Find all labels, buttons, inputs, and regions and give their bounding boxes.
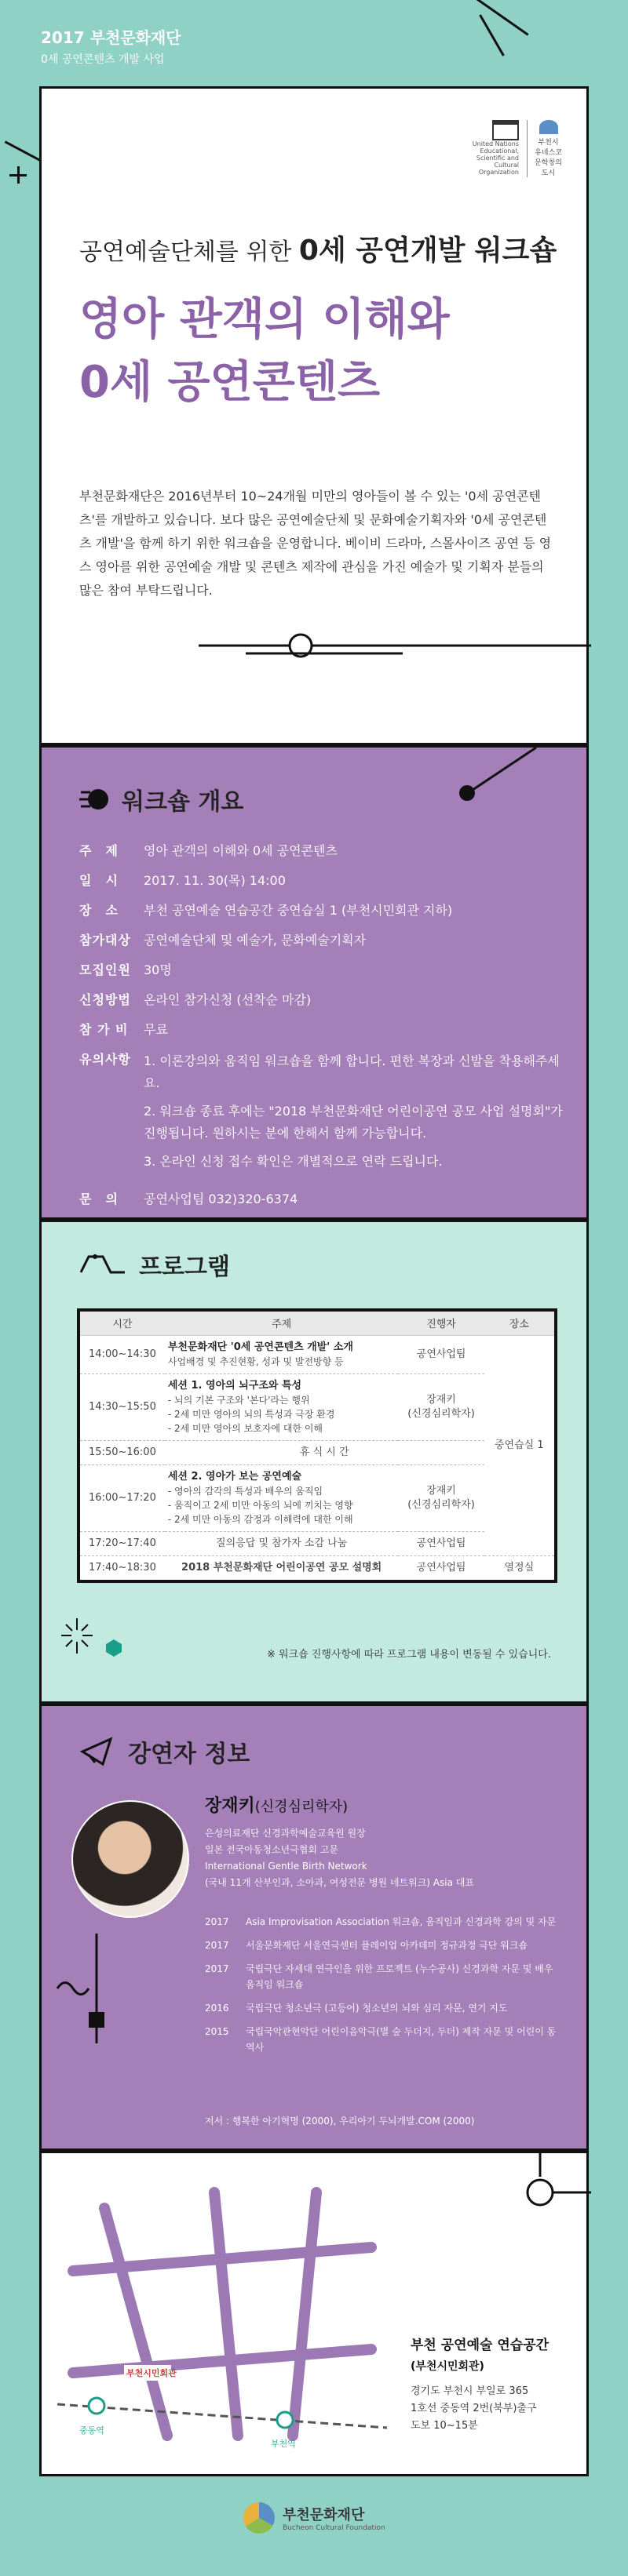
speaker-title: 강연자 정보 — [128, 1741, 250, 1768]
topic-sub: 사업배경 및 추진현황, 성과 및 발전방향 등 — [167, 1355, 344, 1367]
bucheon-city-icon — [539, 120, 558, 134]
overview-key: 신청방법 — [79, 992, 131, 1007]
cell-time: 17:20~17:40 — [78, 1531, 165, 1555]
decor-squiggle — [49, 1934, 112, 2043]
program-note: ※ 워크숍 진행사항에 따라 프로그램 내용이 변동될 수 있습니다. — [266, 1649, 551, 1661]
cell-time: 16:00~17:20 — [78, 1464, 165, 1531]
overview-value: 2017. 11. 30(목) 14:00 — [144, 873, 286, 888]
header-project: 0세 공연콘텐츠 개발 사업 — [41, 53, 165, 66]
decor-stick-dot — [450, 748, 544, 810]
speaker-affiliation: International Gentle Birth Network — [205, 1861, 367, 1872]
overview-row — [79, 901, 566, 920]
overview-panel — [39, 745, 589, 1220]
topic-title: 부천문화재단 '0세 공연콘텐츠 개발' 소개 — [167, 1341, 353, 1353]
decor-line — [479, 14, 505, 56]
cell-lead: 공연사업팀 — [398, 1555, 484, 1581]
cell-break: 휴 식 시 간 — [165, 1440, 484, 1464]
cell-time: 17:40~18:30 — [78, 1555, 165, 1581]
career-year: 2017 — [205, 1916, 229, 1927]
foundation-logo-icon — [243, 2502, 275, 2534]
overview-title: 워크숍 개요 — [122, 788, 244, 816]
overview-row — [79, 931, 566, 950]
overview-row — [79, 961, 566, 980]
speaker-name-text: 장재키 — [205, 1796, 255, 1816]
speaker-affiliations — [205, 1825, 550, 1891]
burst-icon — [57, 1614, 128, 1661]
overview-row — [79, 1021, 566, 1039]
overview-heading — [79, 782, 243, 817]
venue-name: 부천 공연예술 연습공간 — [411, 2338, 550, 2353]
topic-sub: - 영아의 감각의 특성과 배우의 움직임 - 움직이고 2세 미만 아동의 뇌에 끼치는 영향 - 2세 미만 아동의 감정과 이해력에 대한 이해 — [167, 1485, 353, 1525]
cell-topic — [165, 1374, 399, 1440]
overview-key: 참가대상 — [79, 933, 131, 948]
overview-row — [79, 871, 566, 890]
career-text: 서울문화재단 서울연극센터 플레이업 아카데미 정규과정 극단 워크숍 — [246, 1940, 528, 1951]
speed-circle-icon — [79, 784, 109, 814]
decor-line — [476, 0, 528, 36]
cell-lead: 장재키 (신경심리학자) — [398, 1464, 484, 1531]
cell-topic — [165, 1464, 399, 1531]
overview-value: 30명 — [144, 962, 172, 977]
col-header: 주제 — [165, 1310, 399, 1335]
topic-title: 세션 1. 영아의 뇌구조와 특성 — [167, 1379, 302, 1392]
intro-panel — [39, 86, 589, 745]
header-org-title: 2017 부천문화재단 — [41, 28, 181, 47]
career-year: 2017 — [205, 1963, 229, 1974]
cell-topic: 2018 부천문화재단 어린이공연 공모 설명회 — [165, 1555, 399, 1581]
venue-directions: 1호선 중동역 2번(북부)출구 — [411, 2403, 537, 2414]
cell-time: 15:50~16:00 — [78, 1440, 165, 1464]
overview-key: 일 시 — [79, 873, 119, 888]
speaker-affiliation: 일본 전국아동청소년극협회 고문 — [205, 1844, 338, 1855]
overview-row-contact — [79, 1190, 566, 1209]
career-text: Asia Improvisation Association 워크숍, 움직임과 신경과학 강의 및 자문 — [246, 1916, 557, 1927]
overview-note: 3. 온라인 신청 접수 확인은 개별적으로 연락 드립니다. — [144, 1154, 443, 1169]
topic-sub: - 뇌의 기본 구조와 '본다'라는 행위 - 2세 미만 영아의 뇌의 특성과 극장 환경 - 2세 미만 영아의 보호자에 대한 이해 — [167, 1394, 335, 1434]
overview-notes — [144, 1050, 566, 1179]
map-label-station: 중동역 — [79, 2425, 104, 2436]
hero-kicker-bold: 0세 공연개발 워크숍 — [298, 235, 557, 267]
venue-address — [411, 2383, 575, 2435]
overview-value: 영아 관객의 이해와 0세 공연콘텐츠 — [144, 843, 338, 858]
overview-value: 온라인 참가신청 (선착순 마감) — [144, 992, 312, 1007]
program-table-header — [78, 1310, 556, 1335]
col-header: 진행자 — [398, 1310, 484, 1335]
hero-intro-text: 부천문화재단은 2016년부터 10~24개월 미만의 영아들이 볼 수 있는 '0세 공연콘텐츠'를 개발하고 있습니다. 보다 많은 공연예술단체 및 문화예술기획자와 '0세 공연콘텐츠 개발'을 함께 하기 위한 워크숍을 운영합니다. 베이비 드라마, 스몰사이즈 공연 등 영스 영아를 위한 공연예술 개발 및 콘텐츠 제작에 관심을 가진 예술가 및 기획자 분들의 많은 참여 부탁드립니다. — [79, 489, 552, 598]
cell-lead: 공연사업팀 — [398, 1335, 484, 1374]
venue-walk: 도보 10~15분 — [411, 2420, 478, 2432]
overview-contact: 공연사업팀 032)320-6374 — [144, 1192, 298, 1206]
overview-value: 공연예술단체 및 예술가, 문화예술기획자 — [144, 933, 367, 948]
hero-kicker-pre: 공연예술단체를 위한 — [79, 238, 299, 266]
footer-logo — [243, 2502, 385, 2534]
overview-list — [79, 842, 566, 1220]
footer-text — [283, 2504, 385, 2532]
career-row — [205, 1961, 558, 1992]
speaker-works: 저서 : 행복한 아기혁명 (2000), 우리아기 두뇌개발.COM (2000) — [205, 2116, 475, 2127]
table-row — [78, 1335, 556, 1374]
speaker-career — [205, 1914, 558, 2063]
overview-key: 참 가 비 — [79, 1022, 129, 1037]
col-header: 장소 — [484, 1310, 556, 1335]
overview-note: 2. 워크숍 종료 후에는 "2018 부천문화재단 어린이공연 공모 사업 설명회"가 진행됩니다. 원하시는 분에 한해서 함께 가능합니다. — [144, 1104, 563, 1141]
bucheon-unesco-logo — [527, 120, 563, 177]
cell-time: 14:30~15:50 — [78, 1374, 165, 1440]
cell-topic — [165, 1335, 399, 1374]
unesco-logo-text: United Nations Educational, Scientific and Cultural Organization — [472, 140, 519, 176]
program-title: 프로그램 — [139, 1253, 230, 1281]
decor-circle-stick — [489, 2153, 591, 2208]
overview-row — [79, 842, 566, 860]
speaker-panel — [39, 1704, 589, 2151]
footer-org-en: Bucheon Cultural Foundation — [283, 2524, 385, 2532]
map-label-station: 부천역 — [271, 2439, 296, 2449]
cell-topic: 질의응답 및 참가자 소감 나눔 — [165, 1531, 399, 1555]
hero-title-line1: 영아 관객의 이해와 — [79, 294, 450, 345]
cell-room: 중연습실 1 — [484, 1335, 556, 1555]
map-label-venue: 부천시민회관 — [126, 2368, 177, 2378]
hero-kicker — [79, 228, 557, 268]
program-panel — [39, 1220, 589, 1704]
overview-key: 모집인원 — [79, 962, 131, 977]
footer-org-ko: 부천문화재단 — [283, 2507, 365, 2523]
venue-info — [411, 2334, 575, 2435]
header-org-block — [41, 25, 181, 67]
venue-address-line: 경기도 부천시 부일로 365 — [411, 2385, 529, 2397]
cell-time: 14:00~14:30 — [78, 1335, 165, 1374]
location-map — [57, 2177, 387, 2451]
career-row — [205, 2024, 558, 2055]
career-row — [205, 1914, 558, 1930]
overview-value: 부천 공연예술 연습공간 중연습실 1 (부천시민회관 지하) — [144, 903, 453, 918]
cell-lead: 공연사업팀 — [398, 1531, 484, 1555]
program-table — [77, 1308, 557, 1583]
topic-title: 세션 2. 영아가 보는 공연예술 — [167, 1470, 302, 1483]
unesco-logo — [464, 120, 519, 176]
overview-key: 유의사항 — [79, 1052, 131, 1067]
speaker-role: (신경심리학자) — [254, 1799, 349, 1815]
decor-circle-line — [199, 630, 591, 661]
overview-value: 무료 — [144, 1022, 168, 1037]
career-row — [205, 2000, 558, 2016]
venue-panel — [39, 2151, 589, 2476]
speaker-affiliation: 은성의료재단 신경과학예술교육원 원장 — [205, 1828, 366, 1839]
speaker-heading — [79, 1734, 250, 1769]
overview-key: 문 의 — [79, 1192, 119, 1206]
overview-row-notes — [79, 1050, 566, 1179]
decor-line — [9, 174, 27, 176]
cell-lead: 장재키 (신경심리학자) — [398, 1374, 484, 1440]
overview-key: 주 제 — [79, 843, 119, 858]
program-heading — [79, 1247, 230, 1282]
hero-title — [79, 289, 450, 414]
col-header: 시간 — [78, 1310, 165, 1335]
cell-room: 열정실 — [484, 1555, 556, 1581]
venue-sub: (부천시민회관) — [411, 2360, 484, 2373]
career-year: 2016 — [205, 2003, 229, 2014]
speaker-portrait — [71, 1800, 189, 1918]
logo-group — [464, 120, 563, 177]
career-text: 국립극단 청소년극 (고등어) 청소년의 뇌와 심리 자문, 연기 지도 — [246, 2003, 508, 2014]
career-text: 국립극단 자세대 연극인을 위한 프로젝트 (누수공사) 신경과학 자문 및 배우 움직임 워크숍 — [246, 1963, 553, 1990]
career-year: 2017 — [205, 1940, 229, 1951]
career-row — [205, 1937, 558, 1953]
career-text: 국립국악관현악단 어린이음악극(별 숲 두더지, 두더) 제작 자문 및 어린이 동역사 — [246, 2026, 557, 2053]
speaker-affiliation: (국내 11개 산부인과, 소아과, 여성전문 병원 네트워크) Asia 대표 — [205, 1877, 474, 1888]
overview-row — [79, 991, 566, 1010]
hero-title-line2: 0세 공연콘텐츠 — [79, 357, 381, 408]
speaker-name — [205, 1792, 348, 1817]
unesco-temple-icon — [492, 120, 519, 140]
bucheon-logo-text: 부천시 유네스코 문학창의도시 — [535, 139, 562, 177]
table-row — [78, 1555, 556, 1581]
overview-key: 장 소 — [79, 903, 119, 918]
megaphone-icon — [79, 1736, 115, 1767]
overview-note: 1. 이론강의와 움직임 워크숍을 함께 합니다. 편한 복장과 신발을 착용해주세요. — [144, 1053, 560, 1090]
career-year: 2015 — [205, 2026, 229, 2037]
wave-icon — [79, 1249, 126, 1280]
